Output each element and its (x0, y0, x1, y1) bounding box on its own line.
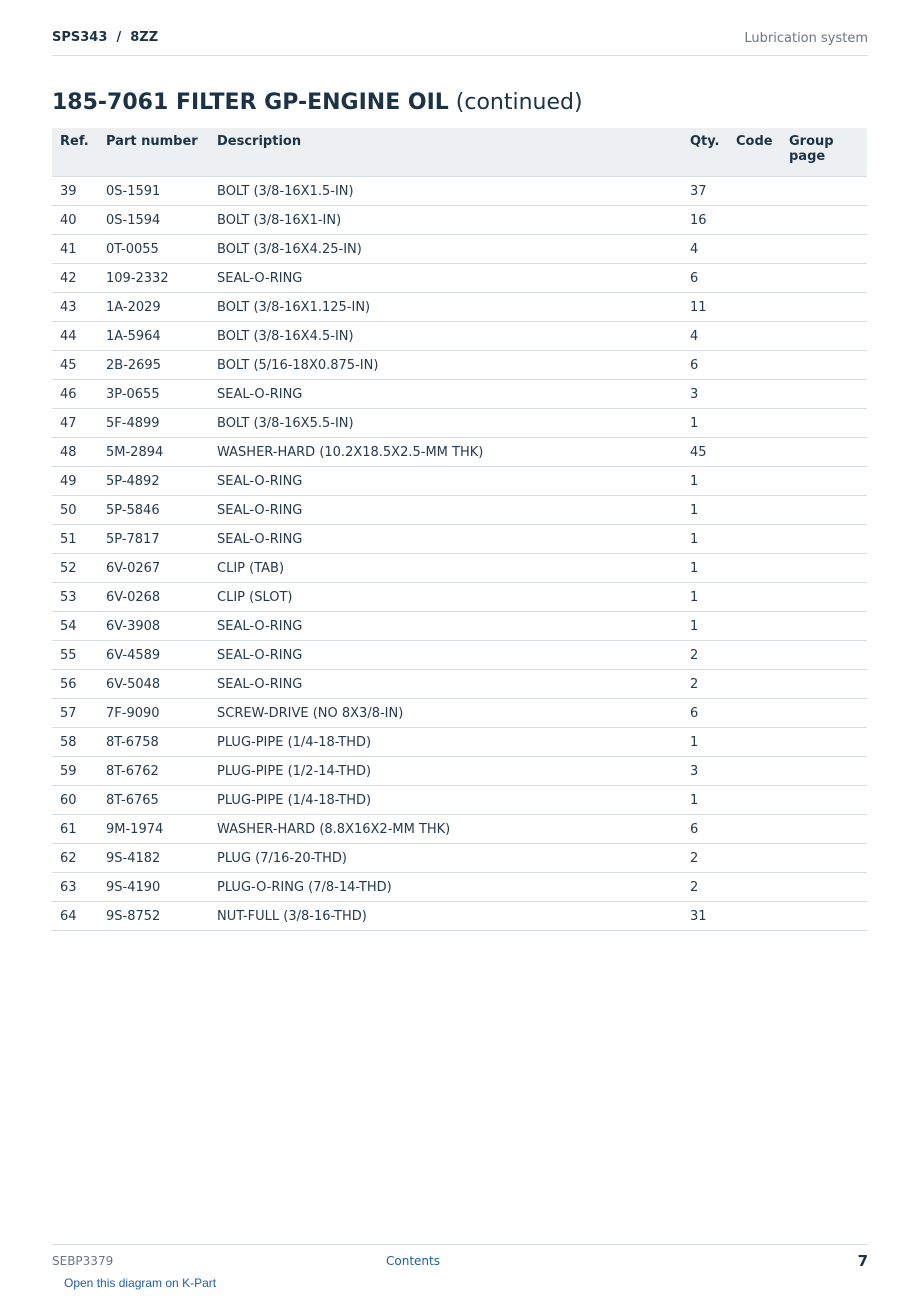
cell-code (728, 496, 781, 525)
cell-code (728, 612, 781, 641)
table-row (52, 641, 867, 670)
table-row (52, 409, 867, 438)
section-name: Lubrication system (744, 31, 868, 46)
cell-qty: 45 (682, 438, 728, 467)
cell-description: WASHER-HARD (8.8X16X2-MM THK) (209, 815, 682, 844)
cell-description: BOLT (3/8-16X1-IN) (209, 206, 682, 235)
cell-description: PLUG-PIPE (1/4-18-THD) (209, 786, 682, 815)
cell-code (728, 409, 781, 438)
cell-description: PLUG (7/16-20-THD) (209, 844, 682, 873)
page-footer (52, 1244, 868, 1271)
cell-qty: 2 (682, 844, 728, 873)
table-row (52, 902, 867, 931)
cell-qty: 6 (682, 699, 728, 728)
cell-code (728, 467, 781, 496)
cell-description: BOLT (3/8-16X4.25-IN) (209, 235, 682, 264)
table-header-row (52, 128, 867, 177)
table-row (52, 757, 867, 786)
cell-part-number: 0T-0055 (98, 235, 209, 264)
cell-qty: 2 (682, 641, 728, 670)
cell-part-number: 9S-8752 (98, 902, 209, 931)
table-row (52, 873, 867, 902)
cell-description: BOLT (3/8-16X1.125-IN) (209, 293, 682, 322)
cell-ref: 40 (52, 206, 98, 235)
cell-qty: 6 (682, 351, 728, 380)
cell-group-page (781, 641, 867, 670)
cell-code (728, 844, 781, 873)
cell-ref: 47 (52, 409, 98, 438)
cell-description: PLUG-PIPE (1/4-18-THD) (209, 728, 682, 757)
cell-code (728, 902, 781, 931)
cell-ref: 53 (52, 583, 98, 612)
table-row (52, 786, 867, 815)
cell-description: SEAL-O-RING (209, 264, 682, 293)
cell-group-page (781, 902, 867, 931)
cell-group-page (781, 293, 867, 322)
table-row (52, 438, 867, 467)
table-row (52, 380, 867, 409)
col-header-description: Description (209, 128, 682, 177)
cell-group-page (781, 612, 867, 641)
cell-part-number: 6V-0268 (98, 583, 209, 612)
cell-ref: 60 (52, 786, 98, 815)
cell-qty: 31 (682, 902, 728, 931)
table-row (52, 177, 867, 206)
cell-ref: 61 (52, 815, 98, 844)
table-row (52, 844, 867, 873)
cell-code (728, 757, 781, 786)
cell-code (728, 670, 781, 699)
cell-part-number: 6V-5048 (98, 670, 209, 699)
cell-group-page (781, 583, 867, 612)
cell-ref: 41 (52, 235, 98, 264)
cell-description: PLUG-PIPE (1/2-14-THD) (209, 757, 682, 786)
cell-part-number: 5P-7817 (98, 525, 209, 554)
cell-group-page (781, 670, 867, 699)
cell-description: CLIP (TAB) (209, 554, 682, 583)
cell-part-number: 5M-2894 (98, 438, 209, 467)
cell-qty: 4 (682, 235, 728, 264)
cell-group-page (781, 844, 867, 873)
cell-ref: 39 (52, 177, 98, 206)
cell-ref: 55 (52, 641, 98, 670)
cell-description: SCREW-DRIVE (NO 8X3/8-IN) (209, 699, 682, 728)
cell-part-number: 5P-5846 (98, 496, 209, 525)
cell-qty: 1 (682, 583, 728, 612)
cell-code (728, 641, 781, 670)
cell-group-page (781, 177, 867, 206)
cell-group-page (781, 467, 867, 496)
table-row (52, 351, 867, 380)
parts-table (52, 128, 867, 931)
cell-code (728, 293, 781, 322)
cell-group-page (781, 757, 867, 786)
cell-qty: 3 (682, 757, 728, 786)
cell-part-number: 9S-4182 (98, 844, 209, 873)
table-row (52, 322, 867, 351)
cell-part-number: 9S-4190 (98, 873, 209, 902)
cell-ref: 51 (52, 525, 98, 554)
cell-part-number: 6V-0267 (98, 554, 209, 583)
cell-description: SEAL-O-RING (209, 525, 682, 554)
cell-qty: 6 (682, 815, 728, 844)
cell-qty: 1 (682, 728, 728, 757)
cell-ref: 58 (52, 728, 98, 757)
cell-group-page (781, 206, 867, 235)
cell-description: PLUG-O-RING (7/8-14-THD) (209, 873, 682, 902)
cell-part-number: 6V-4589 (98, 641, 209, 670)
cell-code (728, 206, 781, 235)
cell-qty: 4 (682, 322, 728, 351)
cell-group-page (781, 554, 867, 583)
cell-ref: 62 (52, 844, 98, 873)
cell-description: SEAL-O-RING (209, 496, 682, 525)
table-row (52, 264, 867, 293)
cell-qty: 11 (682, 293, 728, 322)
table-row (52, 815, 867, 844)
cell-code (728, 351, 781, 380)
cell-part-number: 8T-6762 (98, 757, 209, 786)
cell-code (728, 786, 781, 815)
cell-part-number: 1A-2029 (98, 293, 209, 322)
cell-part-number: 0S-1594 (98, 206, 209, 235)
document-code: SEBP3379 (52, 1254, 114, 1268)
cell-ref: 48 (52, 438, 98, 467)
cell-part-number: 0S-1591 (98, 177, 209, 206)
cell-qty: 37 (682, 177, 728, 206)
title-main: 185-7061 FILTER GP-ENGINE OIL (52, 90, 449, 115)
cell-part-number: 6V-3908 (98, 612, 209, 641)
cell-qty: 1 (682, 786, 728, 815)
cell-ref: 59 (52, 757, 98, 786)
cell-description: BOLT (3/8-16X4.5-IN) (209, 322, 682, 351)
cell-part-number: 5F-4899 (98, 409, 209, 438)
table-row (52, 612, 867, 641)
cell-qty: 6 (682, 264, 728, 293)
cell-ref: 54 (52, 612, 98, 641)
title-suffix: (continued) (455, 90, 583, 115)
cell-group-page (781, 786, 867, 815)
page-header (52, 28, 868, 56)
cell-ref: 44 (52, 322, 98, 351)
cell-description: BOLT (3/8-16X5.5-IN) (209, 409, 682, 438)
table-row (52, 728, 867, 757)
col-header-qty: Qty. (682, 128, 728, 177)
cell-ref: 57 (52, 699, 98, 728)
cell-code (728, 583, 781, 612)
cell-code (728, 438, 781, 467)
table-row (52, 699, 867, 728)
cell-ref: 46 (52, 380, 98, 409)
cell-ref: 43 (52, 293, 98, 322)
cell-ref: 42 (52, 264, 98, 293)
cell-qty: 1 (682, 554, 728, 583)
cell-part-number: 3P-0655 (98, 380, 209, 409)
cell-group-page (781, 699, 867, 728)
contents-link[interactable]: Contents (386, 1254, 440, 1268)
cell-group-page (781, 728, 867, 757)
cell-code (728, 322, 781, 351)
cell-group-page (781, 235, 867, 264)
cell-description: NUT-FULL (3/8-16-THD) (209, 902, 682, 931)
table-row (52, 670, 867, 699)
cell-part-number: 9M-1974 (98, 815, 209, 844)
table-row (52, 206, 867, 235)
cell-part-number: 109-2332 (98, 264, 209, 293)
cell-qty: 1 (682, 525, 728, 554)
cell-code (728, 177, 781, 206)
page-number: 7 (857, 1252, 868, 1270)
cell-qty: 1 (682, 496, 728, 525)
cell-group-page (781, 815, 867, 844)
page-title (52, 90, 583, 115)
cell-group-page (781, 525, 867, 554)
cell-description: SEAL-O-RING (209, 612, 682, 641)
table-row (52, 496, 867, 525)
cell-ref: 64 (52, 902, 98, 931)
parts-table-body (52, 177, 867, 931)
col-header-ref: Ref. (52, 128, 98, 177)
cell-part-number: 1A-5964 (98, 322, 209, 351)
cell-code (728, 235, 781, 264)
table-row (52, 467, 867, 496)
cell-group-page (781, 409, 867, 438)
cell-qty: 2 (682, 670, 728, 699)
cell-qty: 3 (682, 380, 728, 409)
cell-group-page (781, 873, 867, 902)
col-header-code: Code (728, 128, 781, 177)
cell-part-number: 5P-4892 (98, 467, 209, 496)
cell-part-number: 7F-9090 (98, 699, 209, 728)
table-row (52, 583, 867, 612)
col-header-group-page: Group page (781, 128, 867, 177)
table-row (52, 293, 867, 322)
cell-description: BOLT (3/8-16X1.5-IN) (209, 177, 682, 206)
cell-code (728, 525, 781, 554)
cell-description: WASHER-HARD (10.2X18.5X2.5-MM THK) (209, 438, 682, 467)
cell-ref: 56 (52, 670, 98, 699)
cell-description: SEAL-O-RING (209, 641, 682, 670)
cell-code (728, 699, 781, 728)
cell-part-number: 8T-6765 (98, 786, 209, 815)
cell-description: SEAL-O-RING (209, 380, 682, 409)
cell-group-page (781, 380, 867, 409)
cell-group-page (781, 496, 867, 525)
cell-ref: 49 (52, 467, 98, 496)
cell-ref: 63 (52, 873, 98, 902)
cell-qty: 1 (682, 612, 728, 641)
cell-part-number: 2B-2695 (98, 351, 209, 380)
cell-qty: 1 (682, 409, 728, 438)
cell-description: SEAL-O-RING (209, 467, 682, 496)
cell-part-number: 8T-6758 (98, 728, 209, 757)
cell-code (728, 815, 781, 844)
cell-code (728, 728, 781, 757)
cell-ref: 50 (52, 496, 98, 525)
cell-group-page (781, 438, 867, 467)
cell-code (728, 380, 781, 409)
cell-description: BOLT (5/16-18X0.875-IN) (209, 351, 682, 380)
cell-group-page (781, 322, 867, 351)
cell-group-page (781, 264, 867, 293)
cell-code (728, 873, 781, 902)
col-header-part-number: Part number (98, 128, 209, 177)
table-row (52, 525, 867, 554)
cell-code (728, 554, 781, 583)
table-row (52, 235, 867, 264)
document-id: SPS343 / 8ZZ (52, 30, 159, 45)
cell-qty: 16 (682, 206, 728, 235)
cell-ref: 52 (52, 554, 98, 583)
cell-qty: 2 (682, 873, 728, 902)
cell-group-page (781, 351, 867, 380)
table-row (52, 554, 867, 583)
cell-description: SEAL-O-RING (209, 670, 682, 699)
kpart-diagram-link[interactable]: Open this diagram on K-Part (64, 1276, 217, 1290)
cell-code (728, 264, 781, 293)
cell-description: CLIP (SLOT) (209, 583, 682, 612)
cell-qty: 1 (682, 467, 728, 496)
cell-ref: 45 (52, 351, 98, 380)
